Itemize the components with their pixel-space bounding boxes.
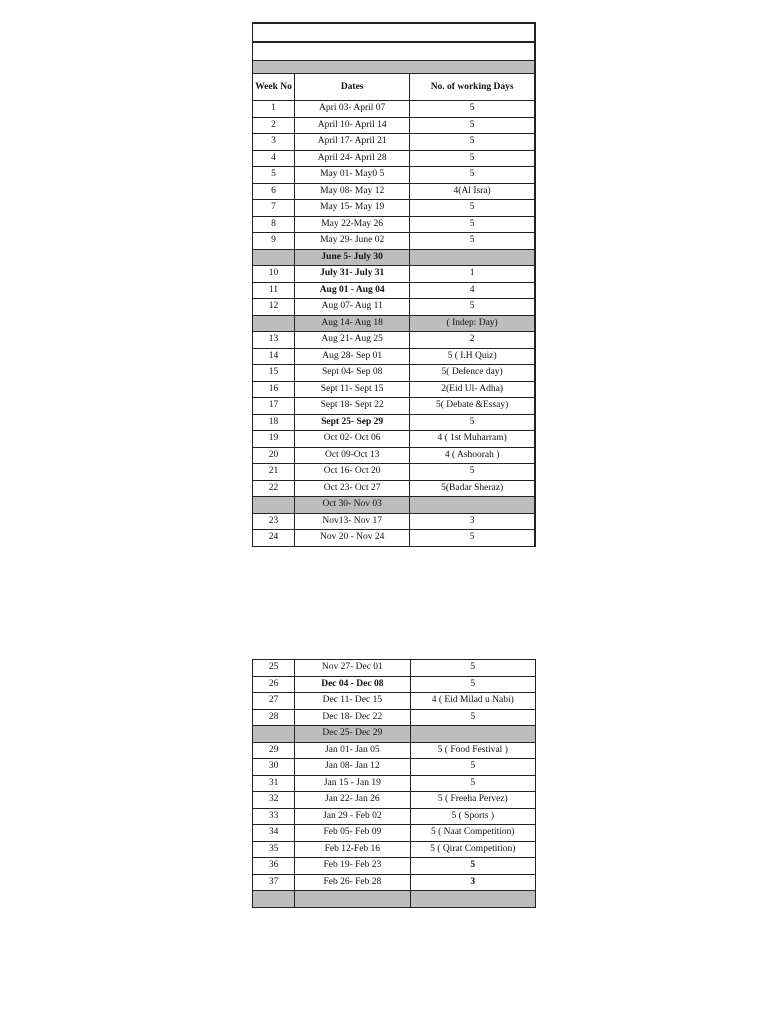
working-days-cell: ( Indep: Day) xyxy=(410,315,535,332)
table-row xyxy=(253,266,536,283)
working-days-cell: 5 xyxy=(410,150,535,167)
working-days-cell: 5 xyxy=(410,530,535,547)
table-row xyxy=(253,183,536,200)
week-no-cell: 24 xyxy=(253,530,295,547)
week-no-cell: 1 xyxy=(253,101,295,118)
working-days-cell: 1 xyxy=(410,266,535,283)
working-days-cell: 5 xyxy=(410,414,535,431)
week-no-cell: 9 xyxy=(253,233,295,250)
week-no-cell: 6 xyxy=(253,183,295,200)
dates-cell: Sept 11- Sept 15 xyxy=(295,381,410,398)
table-row xyxy=(253,381,536,398)
table-row xyxy=(253,480,536,497)
table-row xyxy=(253,676,536,693)
dates-cell: Jan 22- Jan 26 xyxy=(295,792,410,809)
table-row xyxy=(253,315,536,332)
table-row xyxy=(253,348,536,365)
table-row xyxy=(253,742,536,759)
blank-cell xyxy=(253,23,536,42)
dates-cell: Nov 20 - Nov 24 xyxy=(295,530,410,547)
working-days-cell: 4 ( 1st Muharram) xyxy=(410,431,535,448)
dates-cell: April 10- April 14 xyxy=(295,117,410,134)
week-no-cell: 26 xyxy=(253,676,295,693)
working-days-cell: 5 ( Freeha Pervez) xyxy=(410,792,535,809)
working-days-cell: 5 xyxy=(410,299,535,316)
table-row xyxy=(253,841,536,858)
table-row xyxy=(253,233,536,250)
week-no-cell xyxy=(253,891,295,908)
working-days-cell: 5(Badar Sheraz) xyxy=(410,480,535,497)
working-days-cell: 5 xyxy=(410,134,535,151)
week-no-cell: 2 xyxy=(253,117,295,134)
table-row xyxy=(253,282,536,299)
working-days-cell: 5 xyxy=(410,464,535,481)
working-days-cell: 5( Debate &Essay) xyxy=(410,398,535,415)
dates-cell: Jan 01- Jan 05 xyxy=(295,742,410,759)
dates-cell: May 01- May0 5 xyxy=(295,167,410,184)
week-no-cell: 16 xyxy=(253,381,295,398)
working-days-cell: 5 ( Qirat Competition) xyxy=(410,841,535,858)
week-no-cell: 22 xyxy=(253,480,295,497)
table-row xyxy=(253,464,536,481)
dates-cell: Dec 25- Dec 29 xyxy=(295,726,410,743)
working-days-cell: 5 ( Naat Competition) xyxy=(410,825,535,842)
header-week-no: Week No xyxy=(253,74,295,101)
working-days-cell: 5 ( I.H Quiz) xyxy=(410,348,535,365)
table-row xyxy=(253,808,536,825)
week-no-cell xyxy=(253,249,295,266)
table-row xyxy=(253,825,536,842)
working-days-cell: 4 ( Ashoorah ) xyxy=(410,447,535,464)
week-no-cell: 5 xyxy=(253,167,295,184)
header-row xyxy=(253,74,536,101)
table-row xyxy=(253,200,536,217)
week-no-cell: 32 xyxy=(253,792,295,809)
working-days-cell xyxy=(410,891,535,908)
grey-band-cell xyxy=(253,61,536,74)
week-no-cell: 17 xyxy=(253,398,295,415)
dates-cell: Jan 29 - Feb 02 xyxy=(295,808,410,825)
week-no-cell: 21 xyxy=(253,464,295,481)
working-days-cell: 5 ( Sports ) xyxy=(410,808,535,825)
table-row xyxy=(253,431,536,448)
week-no-cell xyxy=(253,315,295,332)
table-row xyxy=(253,117,536,134)
working-days-cell: 5 xyxy=(410,167,535,184)
working-days-cell: 4(Al Isra) xyxy=(410,183,535,200)
working-days-cell: 2 xyxy=(410,332,535,349)
week-no-cell xyxy=(253,726,295,743)
dates-cell: May 22-May 26 xyxy=(295,216,410,233)
blank-cell xyxy=(253,42,536,61)
dates-cell: Oct 02- Oct 06 xyxy=(295,431,410,448)
week-no-cell: 33 xyxy=(253,808,295,825)
table-row xyxy=(253,759,536,776)
table-row xyxy=(253,693,536,710)
dates-cell: Aug 21- Aug 25 xyxy=(295,332,410,349)
table-row xyxy=(253,775,536,792)
week-no-cell: 29 xyxy=(253,742,295,759)
working-days-cell: 5 xyxy=(410,200,535,217)
table-row xyxy=(253,447,536,464)
table-row xyxy=(253,167,536,184)
dates-cell: Oct 16- Oct 20 xyxy=(295,464,410,481)
dates-cell: Dec 18- Dec 22 xyxy=(295,709,410,726)
week-no-cell xyxy=(253,497,295,514)
dates-cell: Feb 19- Feb 23 xyxy=(295,858,410,875)
working-days-cell: 5 xyxy=(410,660,535,677)
working-days-cell: 4 xyxy=(410,282,535,299)
working-days-cell: 3 xyxy=(410,513,535,530)
week-no-cell: 19 xyxy=(253,431,295,448)
table-row xyxy=(253,530,536,547)
dates-cell: Feb 26- Feb 28 xyxy=(295,874,410,891)
table-row xyxy=(253,709,536,726)
working-days-cell: 5 ( Food Festival ) xyxy=(410,742,535,759)
dates-cell: July 31- July 31 xyxy=(295,266,410,283)
dates-cell: Jan 15 - Jan 19 xyxy=(295,775,410,792)
working-days-cell: 5 xyxy=(410,676,535,693)
table-row xyxy=(253,497,536,514)
week-no-cell: 27 xyxy=(253,693,295,710)
header-working-days: No. of working Days xyxy=(410,74,535,101)
week-no-cell: 11 xyxy=(253,282,295,299)
week-no-cell: 12 xyxy=(253,299,295,316)
table-row xyxy=(253,414,536,431)
blank-title-row xyxy=(253,23,536,42)
week-no-cell: 31 xyxy=(253,775,295,792)
working-days-cell xyxy=(410,726,535,743)
table-row xyxy=(253,874,536,891)
dates-cell: Jan 08- Jan 12 xyxy=(295,759,410,776)
dates-cell: Apri 03- April 07 xyxy=(295,101,410,118)
dates-cell xyxy=(295,891,410,908)
calendar-table-part-2 xyxy=(252,659,536,908)
table-row xyxy=(253,513,536,530)
dates-cell: Dec 04 - Dec 08 xyxy=(295,676,410,693)
week-no-cell: 37 xyxy=(253,874,295,891)
table-row xyxy=(253,150,536,167)
week-no-cell: 25 xyxy=(253,660,295,677)
dates-cell: Sept 04- Sep 08 xyxy=(295,365,410,382)
dates-cell: Sept 18- Sept 22 xyxy=(295,398,410,415)
week-no-cell: 28 xyxy=(253,709,295,726)
table-row xyxy=(253,101,536,118)
week-no-cell: 3 xyxy=(253,134,295,151)
working-days-cell: 5 xyxy=(410,216,535,233)
table-row xyxy=(253,858,536,875)
week-no-cell: 34 xyxy=(253,825,295,842)
table-row xyxy=(253,660,536,677)
dates-cell: Sept 25- Sep 29 xyxy=(295,414,410,431)
working-days-cell xyxy=(410,249,535,266)
week-no-cell: 14 xyxy=(253,348,295,365)
week-no-cell: 36 xyxy=(253,858,295,875)
table-row xyxy=(253,299,536,316)
table-row xyxy=(253,792,536,809)
dates-cell: April 24- April 28 xyxy=(295,150,410,167)
dates-cell: Nov 27- Dec 01 xyxy=(295,660,410,677)
working-days-cell: 2(Eid Ul- Adha) xyxy=(410,381,535,398)
dates-cell: May 29- June 02 xyxy=(295,233,410,250)
week-no-cell: 23 xyxy=(253,513,295,530)
dates-cell: Aug 14- Aug 18 xyxy=(295,315,410,332)
working-days-cell: 5 xyxy=(410,775,535,792)
dates-cell: Aug 07- Aug 11 xyxy=(295,299,410,316)
dates-cell: Feb 05- Feb 09 xyxy=(295,825,410,842)
week-no-cell: 20 xyxy=(253,447,295,464)
calendar-table-part-1 xyxy=(252,22,536,547)
working-days-cell: 5 xyxy=(410,101,535,118)
dates-cell: May 08- May 12 xyxy=(295,183,410,200)
dates-cell: Aug 28- Sep 01 xyxy=(295,348,410,365)
week-no-cell: 13 xyxy=(253,332,295,349)
dates-cell: May 15- May 19 xyxy=(295,200,410,217)
week-no-cell: 10 xyxy=(253,266,295,283)
working-days-cell: 4 ( Eid Milad u Nabi) xyxy=(410,693,535,710)
working-days-cell: 5 xyxy=(410,117,535,134)
table-row xyxy=(253,726,536,743)
table-row xyxy=(253,134,536,151)
dates-cell: Aug 01 - Aug 04 xyxy=(295,282,410,299)
week-no-cell: 15 xyxy=(253,365,295,382)
table-row xyxy=(253,249,536,266)
dates-cell: Nov13- Nov 17 xyxy=(295,513,410,530)
working-days-cell xyxy=(410,497,535,514)
working-days-cell: 5 xyxy=(410,858,535,875)
week-no-cell: 4 xyxy=(253,150,295,167)
table-row xyxy=(253,332,536,349)
working-days-cell: 5 xyxy=(410,759,535,776)
dates-cell: Oct 09-Oct 13 xyxy=(295,447,410,464)
table-row xyxy=(253,891,536,908)
blank-subtitle-row xyxy=(253,42,536,61)
dates-cell: April 17- April 21 xyxy=(295,134,410,151)
working-days-cell: 5 xyxy=(410,709,535,726)
week-no-cell: 30 xyxy=(253,759,295,776)
grey-band-row xyxy=(253,61,536,74)
working-days-cell: 5 xyxy=(410,233,535,250)
dates-cell: Dec 11- Dec 15 xyxy=(295,693,410,710)
dates-cell: Oct 23- Oct 27 xyxy=(295,480,410,497)
dates-cell: June 5- July 30 xyxy=(295,249,410,266)
working-days-cell: 5( Defence day) xyxy=(410,365,535,382)
dates-cell: Feb 12-Feb 16 xyxy=(295,841,410,858)
table-row xyxy=(253,216,536,233)
week-no-cell: 8 xyxy=(253,216,295,233)
working-days-cell: 3 xyxy=(410,874,535,891)
dates-cell: Oct 30- Nov 03 xyxy=(295,497,410,514)
table-row xyxy=(253,398,536,415)
table-row xyxy=(253,365,536,382)
week-no-cell: 35 xyxy=(253,841,295,858)
week-no-cell: 7 xyxy=(253,200,295,217)
header-dates: Dates xyxy=(295,74,410,101)
week-no-cell: 18 xyxy=(253,414,295,431)
